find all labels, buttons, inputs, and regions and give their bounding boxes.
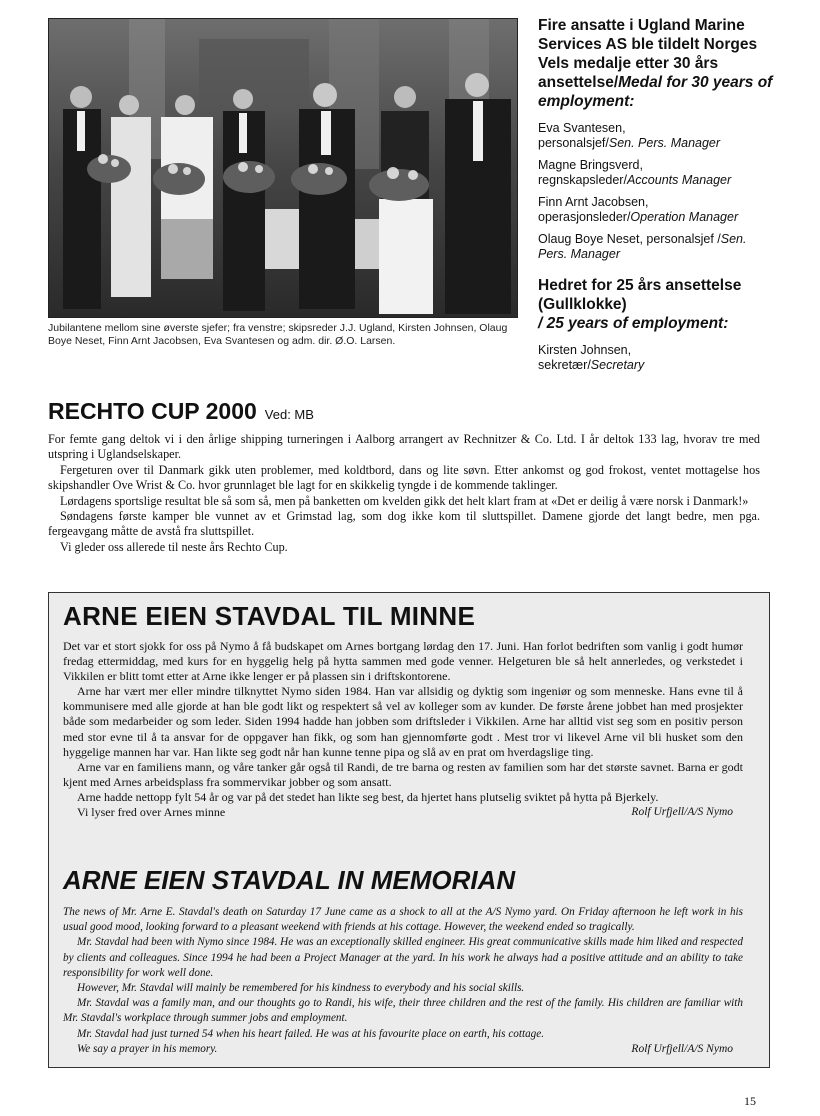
awardee-name: Kirsten Johnsen, [538,343,632,357]
paragraph: Arne har vært mer eller mindre tilknyttet Nymo siden 1984. Han var allsidig og dyktig som ingeniør og som menneske. Hans evne til å kommunisere med alle gjorde at han ble godt likt og respektert så vel av kolleger som av kunder. De første årene jobbet han med prosjekter både som medarbeider og som leder. Siden 1994 hadde han jobben som driftsleder i Vikkilen. Arne har alltid vist seg som en positiv person med stor evne til å ta ansvar for de oppgaver han fikk, og som han gjennomførte godt . Mest tror vi likevel Arne vil bli husket som den hyggelige mannen har var. Han likte seg godt når han kunne tenne pipa og slå av en prat om hverdagslige ting. [63,684,743,759]
closing-line [63,1042,743,1057]
rechto-cup-title [48,398,314,425]
awardee-name: Eva Svantesen, [538,121,626,135]
heading-30-no: Fire ansatte i Ugland Marine Services AS ble tildelt Norges Vels medalje etter 30 års ansettelse/ [538,17,758,91]
article-byline: Ved: MB [264,407,314,422]
paragraph: Arne var en familiens mann, og våre tanker går også til Randi, de tre barna og resten av familien som har det største savnet. Barna er godt kjent med Arnes arbeidsplass fra sommervikar jobber og som ansatt. [63,759,743,789]
signature: Rolf Urfjell/A/S Nymo [631,1042,733,1055]
paragraph: For femte gang deltok vi i den årlige shipping turneringen i Aalborg arrangert av Rechnitzer & Co. Ltd. I år deltok 133 lag, hvorav tre med utspring i Uglandselskaper. [48,432,760,462]
awardee-4 [538,232,778,262]
memorial-body-no [63,639,743,820]
group-photo-illustration [49,19,517,317]
awardee-3 [538,195,778,225]
paragraph: Mr. Stavdal had been with Nymo since 1984. He was an exceptionally skilled engineer. His great communicative skills made him liked and respected by clients and colleagues. Since 1994 he had been a Project Manager at the yard. In his work he always had a positive attitude and an ability to take responsibility for work well done. [63,936,743,979]
awardee-title-en: Secretary [590,358,645,372]
awardee-title-en: Sen. Pers. Manager [608,136,721,150]
paragraph: However, Mr. Stavdal will mainly be remembered for his kindness to everybody and his social skills. [77,982,525,995]
photo-caption: Jubilantene mellom sine øverste sjefer; fra venstre; skipsreder J.J. Ugland, Kirsten Johnsen, Olaug Boye Neset, Finn Arnt Jacobsen, Eva Svantesen og adm. dir. Ø.O. Larsen. [48,322,508,347]
heading-25-no: Hedret for 25 års ansettelse (Gullklokke) [538,277,742,313]
article-title: RECHTO CUP 2000 [48,398,257,424]
memorial-title-no: ARNE EIEN STAVDAL TIL MINNE [63,601,476,631]
awardee-2 [538,158,778,188]
paragraph: Lørdagens sportslige resultat ble så som så, men på banketten om kvelden gikk det helt klart fram at «Det er deilig å være norsk i Danmark!» [60,493,749,508]
awardee-title-en: Sen. Pers. Manager [538,232,747,261]
paragraph: Søndagens første kamper ble vunnet av et Grimstad lag, som dog ikke kom til sluttspillet. Damene gjorde det langt bedre, men pga. fergeavgang måtte de avstå fra sluttspillet. [48,509,760,539]
heading-30-en: Medal for 30 years of employment: [538,74,773,110]
group-photo [48,18,518,318]
paragraph: Arne hadde nettopp fylt 54 år og var på det stedet han likte seg best, da hjertet hans plutselig sviktet på hytta på Bjerkely. [77,789,659,804]
paragraph: Fergeturen over til Danmark gikk uten problemer, med koldtbord, dans og lite søvn. Etter ankomst og god frokost, ventet mottagelse hos skipshandler Ove Wrist & Co. hvor grunnlaget ble lagt for en skikkelig tyngde i de kommende taklinger. [48,462,760,493]
awardee-1 [538,121,778,151]
awardee-title-no: sekretær/ [538,358,591,372]
rechto-cup-body [48,432,760,555]
awardee-title-no: operasjonsleder/ [538,210,631,224]
closing-text: We say a prayer in his memory. [77,1042,218,1055]
memorial-box [48,592,770,1068]
awardee-name: Finn Arnt Jacobsen, [538,195,649,209]
memorial-title-en: ARNE EIEN STAVDAL IN MEMORIAN [63,865,516,895]
heading-25-en: / 25 years of employment: [538,315,729,332]
paragraph: The news of Mr. Arne E. Stavdal's death on Saturday 17 June came as a shock to all at the A/S Nymo yard. On Friday afternoon he left work in his usual good mood, looking forward to a pleasant weekend with friends at his cottage. However, the weekend ended so tragically. [63,906,743,934]
awardee-title-en: Accounts Manager [626,173,732,187]
closing-line [63,805,743,820]
awardee-title-no: regnskapsleder/ [538,173,627,187]
awardee-name: Magne Bringsverd, [538,158,643,172]
awardee-title-en: Operation Manager [630,210,739,224]
awardee-title-no: personalsjef / [646,232,721,246]
heading-25-years [538,276,778,333]
awardee-25-1 [538,343,778,373]
awardee-title-no: personalsjef/ [538,136,609,150]
signature: Rolf Urfjell/A/S Nymo [631,806,733,819]
memorial-body-en [63,905,743,1057]
closing-text: Vi lyser fred over Arnes minne [77,805,226,820]
paragraph: Vi gleder oss allerede til neste års Rechto Cup. [60,539,288,554]
awards-column [538,16,778,380]
heading-30-years [538,16,778,111]
page-number: 15 [744,1094,756,1108]
awardee-name: Olaug Boye Neset, [538,232,643,246]
paragraph: Det var et stort sjokk for oss på Nymo å få budskapet om Arnes bortgang lørdag den 17. Juni. Han forlot bedriften som vanlig i godt humør fredag ettermiddag, med kurs for en hyggelig helg på hytta sammen med gode venner. Helgeturen ble så helt annerledes, og verkstedet i Vikkilen er blitt tomt etter at Arne ikke lenger er på plassen sin i driftskontorene. [63,639,743,684]
paragraph: Mr. Stavdal had just turned 54 when his heart failed. He was at his favourite place on earth, his cottage. [77,1027,545,1040]
paragraph: Mr. Stavdal was a family man, and our thoughts go to Randi, his wife, their three children and the rest of the family. His children are familiar with Mr. Stavdal's workplace through summer jobs and employment. [63,997,743,1025]
